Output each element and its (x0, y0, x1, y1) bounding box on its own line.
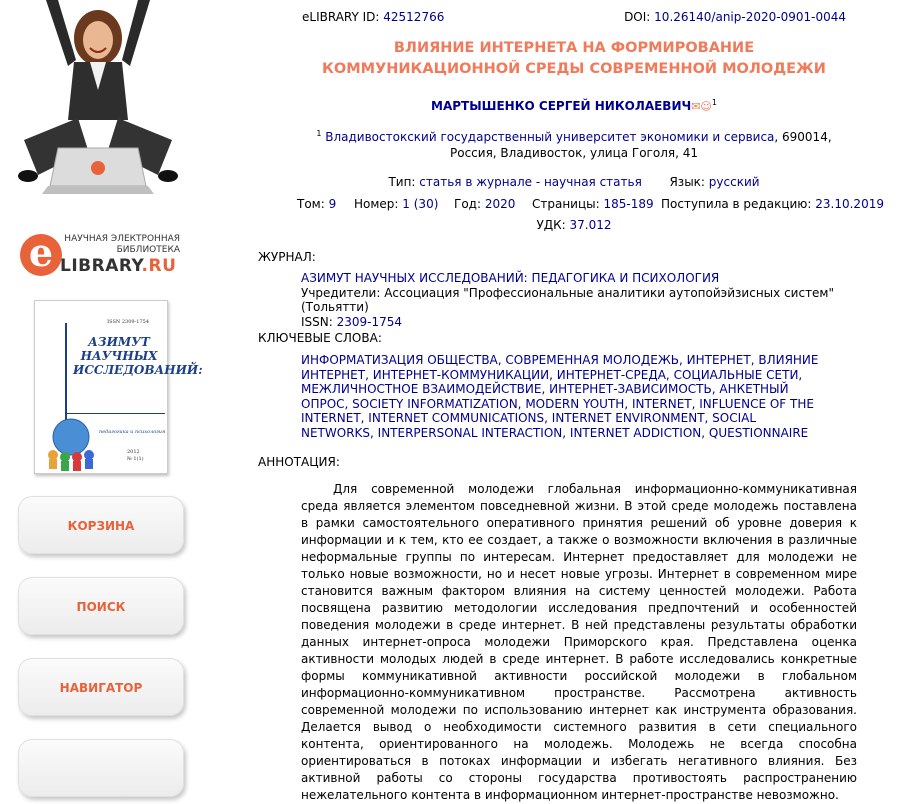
hero-illustration (18, 0, 178, 200)
type-value: статья в журнале - научная статья (419, 175, 642, 189)
affiliation-org-link[interactable]: Владивостокский государственный университет экономики и сервиса (325, 130, 775, 144)
nav-cart-button[interactable]: КОРЗИНА (18, 496, 184, 554)
article-title: ВЛИЯНИЕ ИНТЕРНЕТА НА ФОРМИРОВАНИЕ КОММУНИКАЦИОННОЙ СРЕДЫ СОВРЕМЕННОЙ МОЛОДЕЖИ (322, 40, 826, 77)
issn-value: 2309-1754 (336, 314, 403, 329)
elibrary-id (302, 10, 444, 24)
year (454, 197, 515, 211)
logo-subtitle: НАУЧНАЯ ЭЛЕКТРОННАЯ БИБЛИОТЕКА (64, 234, 180, 255)
sidebar (0, 0, 203, 755)
doi (624, 10, 846, 24)
cover-year (127, 449, 144, 463)
cover-issn: ISSN 2309-1754 (107, 319, 149, 325)
logo-e-icon: e (20, 234, 62, 276)
annotation-section-label: АННОТАЦИЯ: (258, 455, 340, 469)
person-icon[interactable]: ☺ (700, 100, 712, 113)
year-label: Год: (454, 197, 481, 211)
volume-link[interactable]: 9 (328, 197, 337, 211)
doi-link[interactable]: 10.26140/anip-2020-0901-0044 (654, 10, 846, 24)
doi-label: DOI: (624, 10, 651, 24)
nav-next-button[interactable] (18, 739, 184, 797)
issue-number-label: Номер: (354, 197, 399, 211)
cover-subtitle: педагогика и психология (99, 429, 166, 435)
elibrary-logo[interactable] (20, 232, 190, 276)
cover-horizontal-line (65, 413, 165, 414)
journal-block (301, 271, 857, 329)
language-value: русский (708, 175, 760, 189)
journal-cover[interactable] (34, 300, 203, 474)
type-language-line (302, 175, 846, 189)
udc-value: 37.012 (569, 218, 612, 232)
journal-founders (301, 286, 857, 315)
udc-line (302, 218, 846, 232)
journal-section-label: ЖУРНАЛ: (258, 250, 316, 264)
pages-label: Страницы: (532, 197, 600, 211)
keywords-list[interactable]: ИНФОРМАТИЗАЦИЯ ОБЩЕСТВА, СОВРЕМЕННАЯ МОЛОДЕЖЬ, ИНТЕРНЕТ, ВЛИЯНИЕ ИНТЕРНЕТ, ИНТЕРНЕТ-КОММУНИКАЦИИ, ИНТЕРНЕТ-СРЕДА, СОЦИАЛЬНЫЕ СЕТИ, МЕЖЛИЧНОСТНОЕ ВЗАИМОДЕЙСТВИЕ, ИНТЕРНЕТ-ЗАВИСИМОСТЬ, АНКЕТНЫЙ ОПРОС, SOCIETY INFORMATIZATION, MODERN YOUTH, INTERNET, INFLUENCE OF THE INTERNET, INTERNET COMMUNICATIONS, INTERNET ENVIRONMENT, SOCIAL NETWORKS, INTERPERSONAL INTERACTION, INTERNET ADDICTION, QUESTIONNAIRE (301, 353, 819, 440)
affiliation (294, 126, 854, 161)
author-affiliation-marker: 1 (711, 98, 717, 107)
founders-value: Ассоциация "Профессиональные аналитики аутопойэйзисных систем" (Тольятти) (301, 285, 835, 314)
author-link[interactable]: МАРТЫШЕНКО СЕРГЕЙ НИКОЛАЕВИЧ (431, 99, 692, 113)
journal-name-link[interactable]: АЗИМУТ НАУЧНЫХ ИССЛЕДОВАНИЙ: ПЕДАГОГИКА И ПСИХОЛОГИЯ (301, 271, 720, 285)
issue-number (354, 197, 438, 211)
pages-value: 185-189 (603, 197, 654, 211)
cover-title: АЗИМУТ НАУЧНЫХ ИССЛЕДОВАНИЙ: (73, 335, 203, 377)
volume (297, 197, 336, 211)
cover-year-value: 2012 (127, 449, 140, 455)
elibrary-id-label: eLIBRARY ID: (302, 10, 380, 24)
affiliation-marker: 1 (316, 129, 322, 138)
received-date (661, 197, 884, 211)
issue-number-link[interactable]: 1 (30) (402, 197, 439, 211)
logo-wordmark (60, 256, 176, 276)
founders-label: Учредители: (301, 285, 381, 300)
issn-label: ISSN: (301, 314, 333, 329)
journal-issn (301, 315, 857, 330)
received-label: Поступила в редакцию: (661, 197, 812, 211)
volume-label: Том: (297, 197, 325, 211)
pages (532, 197, 654, 211)
globe-people-icon (41, 415, 103, 471)
received-value: 23.10.2019 (815, 197, 884, 211)
email-icon[interactable]: ✉ (691, 100, 701, 113)
language-label: Язык: (669, 175, 705, 189)
cover-number: № 1(1) (127, 456, 144, 462)
logo-wordmark-main: LIBRARY (60, 256, 142, 276)
nav-search-button[interactable]: ПОИСК (18, 577, 184, 635)
affiliation-address: , 690014, Россия, Владивосток, улица Гоголя, 41 (450, 130, 832, 160)
logo-wordmark-domain: .RU (141, 256, 177, 276)
annotation-text: Для современной молодежи глобальная информационно-коммуникативная среда является элементом повседневной жизни. В этой среде молодежь поставлена в рамки самостоятельного оперативного принятия решений об уровне доверия к информации и к тем, кто ее создает, а также о возможности включения в различные неформальные группы по интересам. Интернет предоставляет для молодежи не только новые возможности, но и несет новые угрозы. Интернет в современном мире становится важным фактором влияния на систему ценностей молодежи. Работа посвящена развитию методологии исследования предпочтений и особенностей поведения молодежи в среде интернет. В ней представлены результаты обработки данных интернет-опроса молодежи Приморского края. Представлена оценка активности молодых людей в среде интернет. В работе исследовались конкретные формы коммуникативной активности российской молодежи в глобальном информационно-коммуникативном пространстве. Рассмотрена активность современной молодежи по использованию интернет как инструмента образования. Делается вывод о необходимости системного развития в сети специального контента, ориентированного на молодежь. Молодежь не всегда способна ориентироваться в потоках информации и избегать негативного влияния. Без активной работы со стороны государства противостоять распространению нежелательного контента в информационном интернет-пространстве невозможно. (301, 482, 857, 802)
type-label: Тип: (388, 175, 416, 189)
year-value: 2020 (484, 197, 516, 211)
elibrary-id-value: 42512766 (383, 10, 445, 24)
author-line (302, 98, 846, 113)
udc-label: УДК: (536, 218, 566, 232)
keywords-section-label: КЛЮЧЕВЫЕ СЛОВА: (258, 331, 382, 345)
nav-navigator-button[interactable]: НАВИГАТОР (18, 658, 184, 716)
